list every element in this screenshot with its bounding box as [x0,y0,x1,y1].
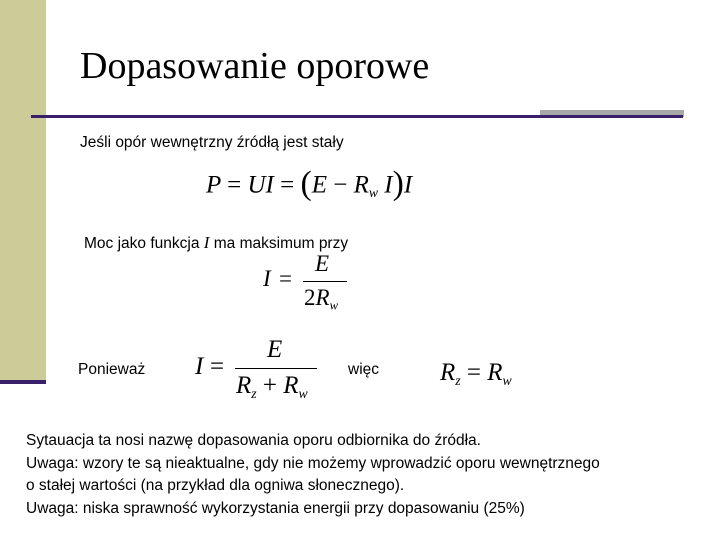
summary-line-3: o stałej wartości (na przykład dla ogniwa słonecznego). [26,477,405,494]
sidebar-cap [0,380,46,384]
sidebar-band [0,0,46,383]
title-rule [31,115,683,118]
text-line-1: Jeśli opór wewnętrzny źródłą jest stały [80,134,344,151]
formula-power: P = UI = ($E - R_w$ I)I [206,165,413,202]
summary-line-4: Uwaga: niska sprawność wykorzystania energii przy dopasowaniu (25%) [26,499,525,517]
summary-line-2: Uwaga: wzory te są nieaktualne, gdy nie możemy wprowadzić oporu wewnętrznego [26,454,600,472]
summary-paragraph [26,430,600,520]
text-line-3-post: więc [348,361,380,378]
formula-match: $R_z = R_w$ [440,359,512,388]
text-line-3: Ponieważ [78,361,146,378]
summary-line-1: Sytauacja ta nosi nazwę dopasowania oporu odbiornika do źródła. [26,432,481,449]
text-line-2: Moc jako funkcja I ma maksimum przy [84,233,349,252]
slide-title: Dopasowanie oporowe [80,45,430,87]
